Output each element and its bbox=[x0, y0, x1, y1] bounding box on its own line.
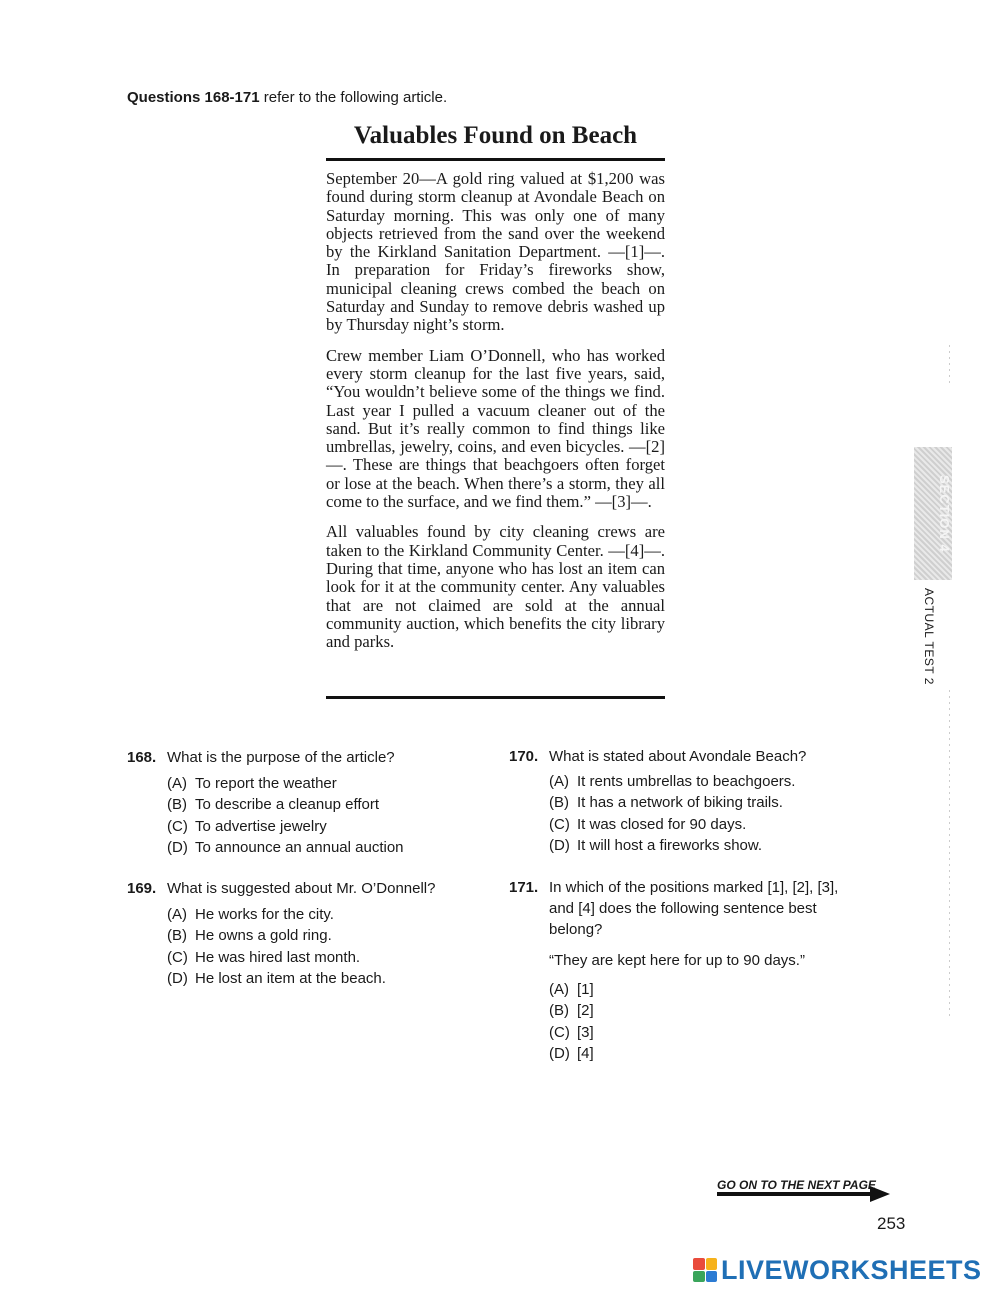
question-168-options bbox=[167, 773, 404, 858]
go-on-text: GO ON TO THE NEXT PAGE bbox=[717, 1178, 876, 1192]
question-170-options bbox=[549, 771, 795, 856]
margin-mark bbox=[949, 690, 950, 1020]
answer-option[interactable]: (A) It rents umbrellas to beachgoers. bbox=[549, 773, 796, 790]
answer-option[interactable]: (C) [3] bbox=[549, 1023, 594, 1041]
test-label: ACTUAL TEST 2 bbox=[922, 588, 936, 685]
article-title: Valuables Found on Beach bbox=[353, 122, 638, 149]
answer-option[interactable]: (A) To report the weather bbox=[167, 775, 337, 792]
section-tab-label: SECTION 4 bbox=[937, 474, 952, 553]
question-169-options bbox=[167, 904, 386, 989]
answer-option[interactable]: (C) He was hired last month. bbox=[167, 948, 361, 966]
question-stem: In which of the positions marked [1], [2], [3], and [4] does the following sentence best belong? bbox=[549, 879, 839, 938]
question-range: Questions 168-171 bbox=[127, 89, 260, 106]
passage-intro bbox=[127, 89, 447, 106]
arrow-right-icon bbox=[870, 1186, 890, 1202]
article-paragraph-3: All valuables found by city cleaning crews are taken to the Kirkland Community Center. —[4]—. During that time, anyone who has lost an item can look for it at the community center. Any valuables that are not claimed are sold at the annual community auction, which benefits the city library and parks. bbox=[326, 522, 665, 652]
question-170 bbox=[509, 746, 806, 767]
answer-option[interactable]: (C) It was closed for 90 days. bbox=[549, 815, 747, 833]
intro-text: refer to the following article. bbox=[259, 89, 448, 106]
insert-sentence-quote: “They are kept here for up to 90 days.” bbox=[549, 952, 805, 969]
page-number: 253 bbox=[877, 1214, 906, 1233]
answer-option[interactable]: (A) He works for the city. bbox=[167, 906, 334, 923]
question-number: 171. bbox=[509, 879, 539, 896]
brand-name: LIVEWORKSHEETS bbox=[721, 1254, 982, 1285]
question-number: 169. bbox=[127, 880, 157, 897]
liveworksheets-logo-icon bbox=[693, 1258, 717, 1282]
article-top-rule bbox=[326, 158, 665, 161]
question-171-options bbox=[549, 979, 594, 1064]
article-bottom-rule bbox=[326, 696, 665, 699]
question-number: 168. bbox=[127, 749, 157, 766]
answer-option[interactable]: (C) To advertise jewelry bbox=[167, 817, 327, 835]
answer-option[interactable]: (D) To announce an annual auction bbox=[167, 838, 404, 856]
margin-mark bbox=[949, 345, 950, 385]
brand-logo[interactable] bbox=[693, 1254, 982, 1286]
question-168 bbox=[127, 747, 395, 768]
article-paragraph-2: Crew member Liam O’Donnell, who has worked every storm cleanup for the last five years, said, “You wouldn’t believe some of the things we find. Last year I pulled a vacuum cleaner out of the sand. But it’s really common to find things like umbrellas, jewelry, coins, and even bicycles. —[2]—. These are things that beachgoers often forget or lose at the beach. When there’s a storm, they all come to the surface, and we find them.” —[3]—. bbox=[326, 345, 665, 512]
question-169 bbox=[127, 878, 435, 899]
answer-option[interactable]: (B) [2] bbox=[549, 1002, 594, 1020]
question-171 bbox=[509, 877, 838, 940]
question-number: 170. bbox=[509, 748, 539, 765]
answer-option[interactable]: (D) [4] bbox=[549, 1044, 594, 1062]
answer-option[interactable]: (B) To describe a cleanup effort bbox=[167, 796, 380, 814]
answer-option[interactable]: (B) He owns a gold ring. bbox=[167, 927, 332, 945]
article-body bbox=[326, 170, 665, 663]
question-stem: What is the purpose of the article? bbox=[167, 749, 395, 766]
answer-option[interactable]: (D) He lost an item at the beach. bbox=[167, 969, 386, 987]
article-paragraph-1: September 20—A gold ring valued at $1,200 was found during storm cleanup at Avondale Beach on Saturday morning. This was only one of many objects retrieved from the sand over the weekend by the Kirkland Sanitation Department. —[1]—. In preparation for Friday’s fireworks show, municipal cleaning crews combed the beach on Saturday and Sunday to remove debris washed up by Thursday night’s storm. bbox=[326, 169, 665, 335]
go-on-arrow-shaft bbox=[717, 1192, 872, 1196]
answer-option[interactable]: (D) It will host a fireworks show. bbox=[549, 836, 763, 854]
answer-option[interactable]: (B) It has a network of biking trails. bbox=[549, 794, 783, 812]
question-stem: What is suggested about Mr. O’Donnell? bbox=[167, 880, 436, 897]
question-stem: What is stated about Avondale Beach? bbox=[549, 748, 807, 765]
answer-option[interactable]: (A) [1] bbox=[549, 981, 594, 998]
